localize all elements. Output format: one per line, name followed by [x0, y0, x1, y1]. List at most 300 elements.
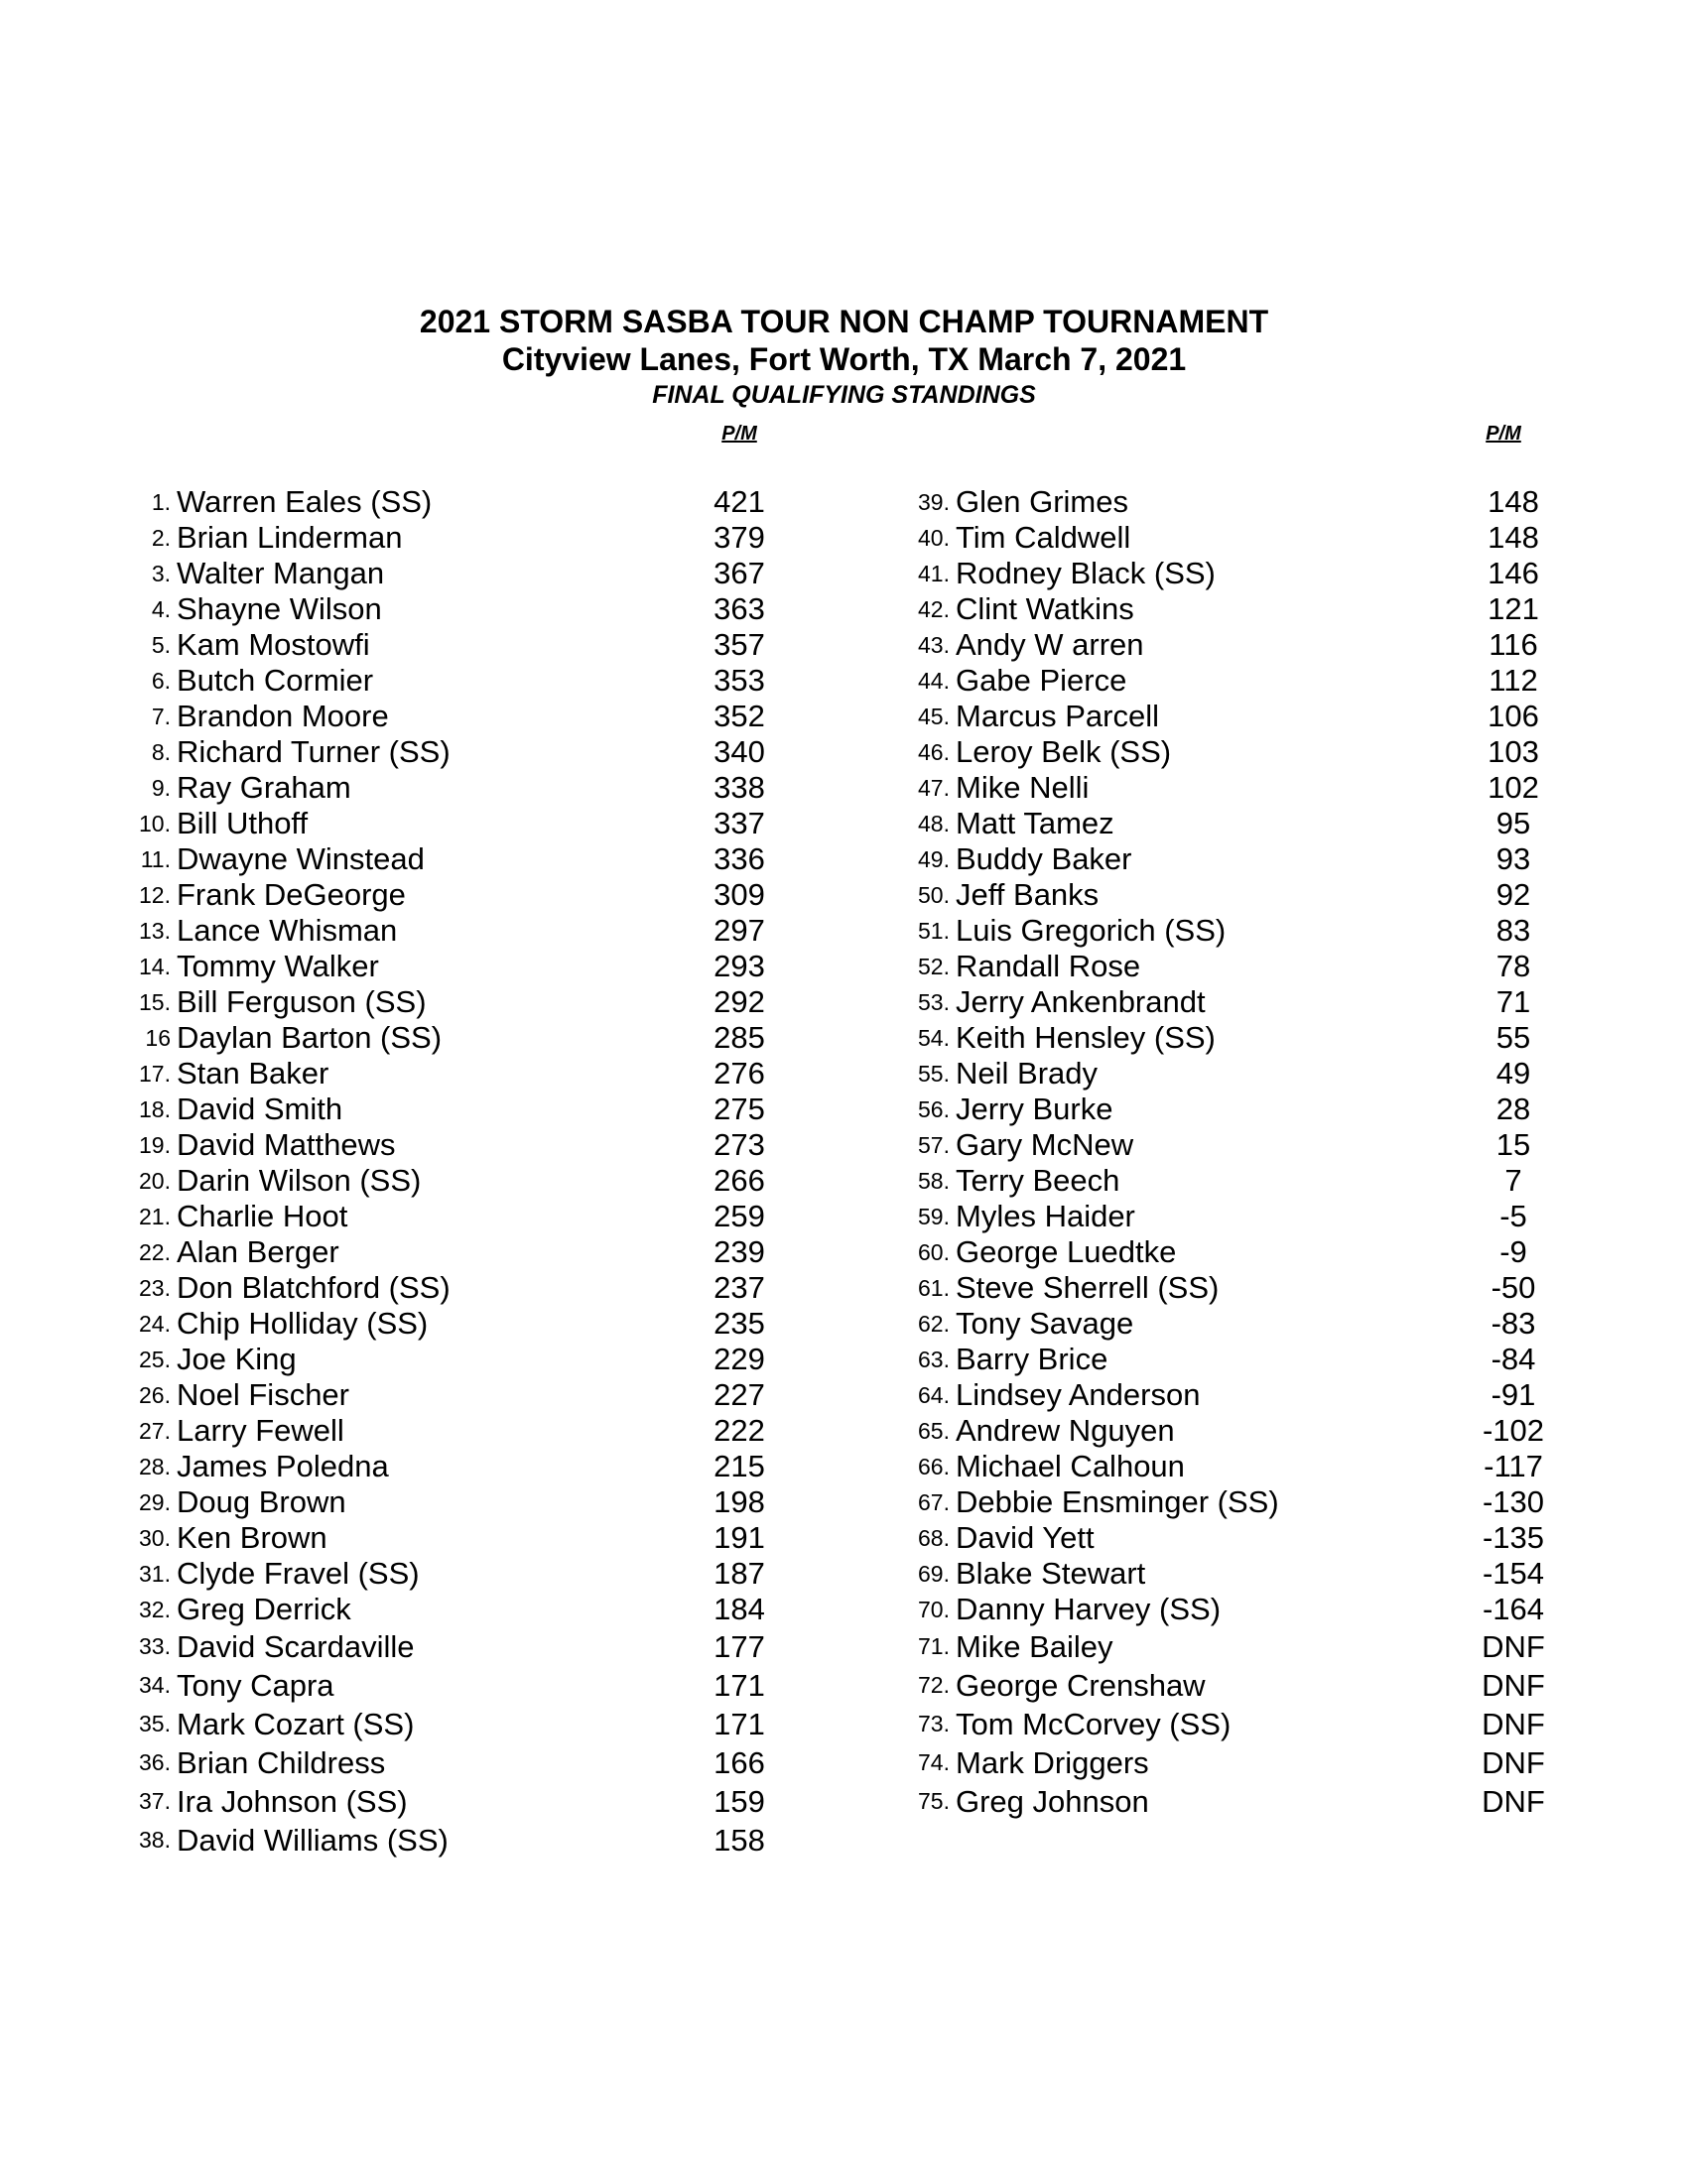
standings-row — [119, 591, 774, 627]
rank: 55. — [918, 1061, 950, 1087]
rank: 43. — [918, 632, 950, 658]
bowler-name: Lindsey Anderson — [956, 1377, 1201, 1412]
bowler-name: Tommy Walker — [177, 949, 379, 983]
standings-row — [898, 1520, 1553, 1556]
standings-row — [119, 1743, 774, 1782]
bowler-name: Shayne Wilson — [177, 591, 382, 626]
bowler-name: George Crenshaw — [956, 1668, 1206, 1703]
standings-row — [119, 1342, 774, 1377]
standings-row — [898, 1342, 1553, 1377]
bowler-name: Ray Graham — [177, 770, 351, 805]
pm-score: 363 — [714, 591, 765, 626]
pm-score: 95 — [1495, 806, 1531, 840]
standings-row — [898, 806, 1553, 841]
standings-row — [898, 1413, 1553, 1449]
pm-score: 166 — [714, 1745, 765, 1780]
pm-score: -164 — [1482, 1592, 1545, 1626]
bowler-name: Walter Mangan — [177, 556, 385, 590]
pm-score: 146 — [1488, 556, 1539, 590]
bowler-name: Brandon Moore — [177, 699, 389, 733]
bowler-name: James Poledna — [177, 1449, 389, 1483]
pm-score: 184 — [714, 1592, 765, 1626]
standings-row — [898, 663, 1553, 699]
bowler-name: Warren Eales (SS) — [177, 484, 433, 519]
standings-row — [898, 1234, 1553, 1270]
rank: 64. — [918, 1382, 950, 1408]
bowler-name: Andy W arren — [956, 627, 1144, 662]
bowler-name: David Yett — [956, 1520, 1095, 1555]
standings-row — [119, 1705, 774, 1743]
rank: 63. — [918, 1347, 950, 1372]
pm-score: 379 — [714, 520, 765, 555]
standings-row — [119, 1270, 774, 1306]
pm-score: -5 — [1499, 1199, 1527, 1233]
standings-row — [119, 1056, 774, 1092]
pm-score: -130 — [1482, 1484, 1545, 1519]
pm-score: 309 — [714, 877, 765, 912]
pm-score: 229 — [714, 1342, 765, 1376]
pm-score: 71 — [1495, 984, 1531, 1019]
bowler-name: Don Blatchford (SS) — [177, 1270, 451, 1305]
standings-row — [898, 484, 1553, 520]
bowler-name: Jerry Ankenbrandt — [956, 984, 1206, 1019]
pm-score: 337 — [714, 806, 765, 840]
pm-score: 357 — [714, 627, 765, 662]
bowler-name: Charlie Hoot — [177, 1199, 348, 1233]
standings-row — [119, 1556, 774, 1592]
pm-score: DNF — [1482, 1745, 1545, 1780]
standings-row — [119, 1666, 774, 1705]
pm-score: -91 — [1491, 1377, 1536, 1412]
rank: 46. — [918, 739, 950, 765]
rank: 19. — [139, 1132, 171, 1158]
standings-left-column — [119, 484, 774, 1860]
bowler-name: Dwayne Winstead — [177, 841, 425, 876]
bowler-name: Danny Harvey (SS) — [956, 1592, 1222, 1626]
bowler-name: Noel Fischer — [177, 1377, 349, 1412]
pm-score: 198 — [714, 1484, 765, 1519]
pm-score: 191 — [714, 1520, 765, 1555]
pm-score: 28 — [1495, 1092, 1531, 1126]
bowler-name: Kam Mostowfi — [177, 627, 370, 662]
pm-score: 83 — [1495, 913, 1531, 948]
bowler-name: Doug Brown — [177, 1484, 346, 1519]
rank: 32. — [139, 1597, 171, 1622]
bowler-name: Terry Beech — [956, 1163, 1120, 1198]
pm-score: 239 — [714, 1234, 765, 1269]
bowler-name: Luis Gregorich (SS) — [956, 913, 1227, 948]
rank: 22. — [139, 1239, 171, 1265]
standings-row — [898, 627, 1553, 663]
rank: 15. — [139, 989, 171, 1015]
rank: 6. — [151, 668, 171, 694]
bowler-name: Mark Driggers — [956, 1745, 1149, 1780]
standings-row — [119, 806, 774, 841]
pm-score: 103 — [1488, 734, 1539, 769]
rank: 23. — [139, 1275, 171, 1301]
document-title: 2021 STORM SASBA TOUR NON CHAMP TOURNAMENT — [419, 304, 1269, 339]
rank: 52. — [918, 954, 950, 979]
standings-row — [898, 1270, 1553, 1306]
rank: 60. — [918, 1239, 950, 1265]
pm-score: 78 — [1495, 949, 1531, 983]
pm-score: -117 — [1484, 1449, 1543, 1483]
standings-row — [119, 1234, 774, 1270]
pm-score: 159 — [714, 1784, 765, 1819]
rank: 20. — [139, 1168, 171, 1194]
rank: 50. — [918, 882, 950, 908]
pm-score: 171 — [714, 1668, 765, 1703]
pm-score: DNF — [1482, 1707, 1545, 1741]
bowler-name: Lance Whisman — [177, 913, 398, 948]
pm-score: 352 — [714, 699, 765, 733]
pm-score: DNF — [1482, 1668, 1545, 1703]
bowler-name: Bill Ferguson (SS) — [177, 984, 427, 1019]
rank: 75. — [918, 1788, 950, 1814]
bowler-name: George Luedtke — [956, 1234, 1177, 1269]
rank: 2. — [151, 525, 171, 551]
rank: 48. — [918, 811, 950, 836]
standings-row — [898, 520, 1553, 556]
pm-score: 187 — [714, 1556, 765, 1591]
pm-score: 227 — [714, 1377, 765, 1412]
standings-row — [119, 877, 774, 913]
rank: 37. — [139, 1788, 171, 1814]
pm-score: 102 — [1488, 770, 1539, 805]
rank: 59. — [918, 1204, 950, 1229]
rank: 62. — [918, 1311, 950, 1337]
standings-row — [119, 949, 774, 984]
rank: 28. — [139, 1454, 171, 1479]
bowler-name: Brian Childress — [177, 1745, 386, 1780]
standings-row — [898, 1163, 1553, 1199]
bowler-name: Clint Watkins — [956, 591, 1134, 626]
standings-row — [898, 1556, 1553, 1592]
rank: 40. — [918, 525, 950, 551]
pm-score: 55 — [1495, 1020, 1531, 1055]
pm-score: -84 — [1491, 1342, 1536, 1376]
standings-row — [119, 984, 774, 1020]
standings-row — [898, 1627, 1553, 1666]
bowler-name: Stan Baker — [177, 1056, 329, 1091]
bowler-name: Butch Cormier — [177, 663, 374, 698]
rank: 11. — [140, 846, 171, 872]
bowler-name: Mike Nelli — [956, 770, 1090, 805]
standings-row — [898, 770, 1553, 806]
rank: 67. — [918, 1489, 950, 1515]
rank: 7. — [151, 704, 171, 729]
bowler-name: Tim Caldwell — [956, 520, 1131, 555]
pm-score: 171 — [714, 1707, 765, 1741]
bowler-name: Neil Brady — [956, 1056, 1098, 1091]
pm-score: 297 — [714, 913, 765, 948]
pm-score: -83 — [1491, 1306, 1536, 1341]
standings-row — [119, 1306, 774, 1342]
bowler-name: Rodney Black (SS) — [956, 556, 1216, 590]
standings-row — [119, 1092, 774, 1127]
rank: 3. — [151, 561, 171, 586]
rank: 53. — [918, 989, 950, 1015]
standings-row — [119, 734, 774, 770]
pm-score: 293 — [714, 949, 765, 983]
rank: 66. — [918, 1454, 950, 1479]
bowler-name: Gary McNew — [956, 1127, 1134, 1162]
standings-row — [898, 984, 1553, 1020]
rank: 68. — [918, 1525, 950, 1551]
standings-row — [119, 556, 774, 591]
pm-score: 259 — [714, 1199, 765, 1233]
bowler-name: Greg Johnson — [956, 1784, 1149, 1819]
bowler-name: Clyde Fravel (SS) — [177, 1556, 420, 1591]
bowler-name: Alan Berger — [177, 1234, 339, 1269]
pm-score: 340 — [714, 734, 765, 769]
standings-row — [119, 1592, 774, 1627]
rank: 27. — [139, 1418, 171, 1444]
pm-score: 273 — [714, 1127, 765, 1162]
rank: 73. — [918, 1711, 950, 1736]
rank: 36. — [139, 1749, 171, 1775]
standings-row — [119, 1127, 774, 1163]
standings-row — [119, 770, 774, 806]
rank: 13. — [139, 918, 171, 944]
standings-row — [119, 1520, 774, 1556]
rank: 9. — [151, 775, 171, 801]
standings-row — [119, 841, 774, 877]
bowler-name: Ira Johnson (SS) — [177, 1784, 408, 1819]
rank: 44. — [918, 668, 950, 694]
standings-row — [898, 1782, 1553, 1821]
rank: 72. — [918, 1672, 950, 1698]
bowler-name: Myles Haider — [956, 1199, 1135, 1233]
rank: 70. — [918, 1597, 950, 1622]
rank: 38. — [139, 1827, 171, 1853]
standings-row — [898, 1743, 1553, 1782]
standings-row — [119, 1484, 774, 1520]
standings-row — [119, 484, 774, 520]
rank: 1. — [151, 489, 171, 515]
pm-score: 285 — [714, 1020, 765, 1055]
standings-row — [119, 699, 774, 734]
rank: 29. — [139, 1489, 171, 1515]
rank: 8. — [151, 739, 171, 765]
standings-row — [119, 663, 774, 699]
bowler-name: Matt Tamez — [956, 806, 1114, 840]
pm-score: 353 — [714, 663, 765, 698]
bowler-name: Blake Stewart — [956, 1556, 1146, 1591]
pm-score: 237 — [714, 1270, 765, 1305]
rank: 61. — [918, 1275, 950, 1301]
rank: 33. — [139, 1633, 171, 1659]
standings-row — [898, 1484, 1553, 1520]
pm-score: 49 — [1495, 1056, 1531, 1091]
standings-row — [898, 591, 1553, 627]
pm-score: 292 — [714, 984, 765, 1019]
standings-row — [898, 1592, 1553, 1627]
pm-score: 336 — [714, 841, 765, 876]
rank: 54. — [918, 1025, 950, 1051]
pm-score: 92 — [1495, 877, 1531, 912]
rank: 35. — [139, 1711, 171, 1736]
rank: 69. — [918, 1561, 950, 1587]
pm-score: 121 — [1488, 591, 1539, 626]
bowler-name: Marcus Parcell — [956, 699, 1159, 733]
standings-row — [898, 1127, 1553, 1163]
pm-column-header-left: P/M — [721, 423, 757, 445]
standings-row — [898, 1199, 1553, 1234]
bowler-name: Barry Brice — [956, 1342, 1108, 1376]
bowler-name: Ken Brown — [177, 1520, 327, 1555]
rank: 17. — [139, 1061, 171, 1087]
pm-score: -154 — [1482, 1556, 1545, 1591]
bowler-name: Darin Wilson (SS) — [177, 1163, 422, 1198]
standings-row — [898, 1092, 1553, 1127]
pm-score: 7 — [1504, 1163, 1522, 1198]
pm-score: 148 — [1488, 484, 1539, 519]
rank: 14. — [139, 954, 171, 979]
standings-row — [119, 1020, 774, 1056]
pm-score: 106 — [1488, 699, 1539, 733]
pm-score: 15 — [1495, 1127, 1531, 1162]
standings-row — [898, 699, 1553, 734]
pm-score: 215 — [714, 1449, 765, 1483]
rank: 41. — [918, 561, 950, 586]
standings-row — [898, 1306, 1553, 1342]
rank: 71. — [918, 1633, 950, 1659]
pm-score: -102 — [1482, 1413, 1545, 1448]
rank: 4. — [151, 596, 171, 622]
rank: 51. — [918, 918, 950, 944]
bowler-name: Mike Bailey — [956, 1629, 1113, 1664]
bowler-name: Tom McCorvey (SS) — [956, 1707, 1232, 1741]
bowler-name: Joe King — [177, 1342, 297, 1376]
standings-row — [119, 1821, 774, 1860]
bowler-name: Greg Derrick — [177, 1592, 351, 1626]
bowler-name: Leroy Belk (SS) — [956, 734, 1172, 769]
rank: 21. — [139, 1204, 171, 1229]
rank: 10. — [139, 811, 171, 836]
standings-subtitle: FINAL QUALIFYING STANDINGS — [652, 381, 1036, 409]
rank: 74. — [918, 1749, 950, 1775]
bowler-name: Bill Uthoff — [177, 806, 309, 840]
standings-row — [898, 1020, 1553, 1056]
rank: 31. — [139, 1561, 171, 1587]
rank: 24. — [139, 1311, 171, 1337]
bowler-name: Buddy Baker — [956, 841, 1132, 876]
standings-row — [119, 627, 774, 663]
pm-score: 112 — [1489, 663, 1538, 698]
bowler-name: Andrew Nguyen — [956, 1413, 1175, 1448]
venue-date-subtitle: Cityview Lanes, Fort Worth, TX March 7, 2021 — [501, 341, 1187, 377]
pm-score: 275 — [714, 1092, 765, 1126]
bowler-name: Michael Calhoun — [956, 1449, 1185, 1483]
bowler-name: Gabe Pierce — [956, 663, 1127, 698]
rank: 16 — [145, 1025, 171, 1051]
pm-score: 235 — [714, 1306, 765, 1341]
rank: 56. — [918, 1096, 950, 1122]
rank: 30. — [139, 1525, 171, 1551]
bowler-name: Jerry Burke — [956, 1092, 1113, 1126]
rank: 58. — [918, 1168, 950, 1194]
standings-row — [898, 734, 1553, 770]
pm-score: -9 — [1499, 1234, 1527, 1269]
rank: 65. — [918, 1418, 950, 1444]
standings-row — [898, 1449, 1553, 1484]
rank: 5. — [151, 632, 171, 658]
rank: 47. — [918, 775, 950, 801]
bowler-name: David Smith — [177, 1092, 343, 1126]
rank: 12. — [139, 882, 171, 908]
standings-row — [119, 1377, 774, 1413]
bowler-name: Larry Fewell — [177, 1413, 344, 1448]
pm-score: 148 — [1488, 520, 1539, 555]
rank: 57. — [918, 1132, 950, 1158]
pm-score: 367 — [714, 556, 765, 590]
rank: 42. — [918, 596, 950, 622]
bowler-name: Debbie Ensminger (SS) — [956, 1484, 1279, 1519]
bowler-name: Chip Holliday (SS) — [177, 1306, 429, 1341]
pm-score: 222 — [714, 1413, 765, 1448]
bowler-name: Mark Cozart (SS) — [177, 1707, 415, 1741]
standings-row — [898, 1056, 1553, 1092]
bowler-name: David Williams (SS) — [177, 1823, 449, 1858]
rank: 34. — [139, 1672, 171, 1698]
pm-score: -50 — [1491, 1270, 1536, 1305]
standings-row — [119, 1413, 774, 1449]
standings-right-column — [898, 484, 1553, 1821]
bowler-name: Daylan Barton (SS) — [177, 1020, 443, 1055]
pm-score: 177 — [714, 1629, 765, 1664]
bowler-name: Jeff Banks — [956, 877, 1100, 912]
bowler-name: Tony Savage — [956, 1306, 1134, 1341]
rank: 25. — [139, 1347, 171, 1372]
pm-score: 93 — [1495, 841, 1531, 876]
pm-column-header-right: P/M — [1486, 423, 1521, 445]
rank: 45. — [918, 704, 950, 729]
rank: 18. — [139, 1096, 171, 1122]
bowler-name: Brian Linderman — [177, 520, 403, 555]
standings-row — [898, 1705, 1553, 1743]
bowler-name: Glen Grimes — [956, 484, 1128, 519]
standings-row — [898, 913, 1553, 949]
bowler-name: David Scardaville — [177, 1629, 415, 1664]
pm-score: 276 — [714, 1056, 765, 1091]
standings-row — [898, 1377, 1553, 1413]
standings-row — [119, 1199, 774, 1234]
bowler-name: Richard Turner (SS) — [177, 734, 451, 769]
pm-score: 266 — [714, 1163, 765, 1198]
standings-row — [898, 1666, 1553, 1705]
bowler-name: Tony Capra — [177, 1668, 334, 1703]
standings-row — [898, 556, 1553, 591]
pm-score: DNF — [1482, 1629, 1545, 1664]
pm-score: 158 — [714, 1823, 765, 1858]
bowler-name: Keith Hensley (SS) — [956, 1020, 1216, 1055]
standings-row — [898, 949, 1553, 984]
pm-score: 421 — [714, 484, 765, 519]
standings-row — [119, 1449, 774, 1484]
bowler-name: David Matthews — [177, 1127, 396, 1162]
rank: 39. — [918, 489, 950, 515]
standings-row — [119, 1163, 774, 1199]
standings-row — [119, 1782, 774, 1821]
pm-score: -135 — [1482, 1520, 1545, 1555]
standings-row — [119, 520, 774, 556]
standings-row — [898, 841, 1553, 877]
pm-score: 116 — [1489, 627, 1538, 662]
rank: 49. — [918, 846, 950, 872]
pm-score: DNF — [1482, 1784, 1545, 1819]
bowler-name: Steve Sherrell (SS) — [956, 1270, 1220, 1305]
